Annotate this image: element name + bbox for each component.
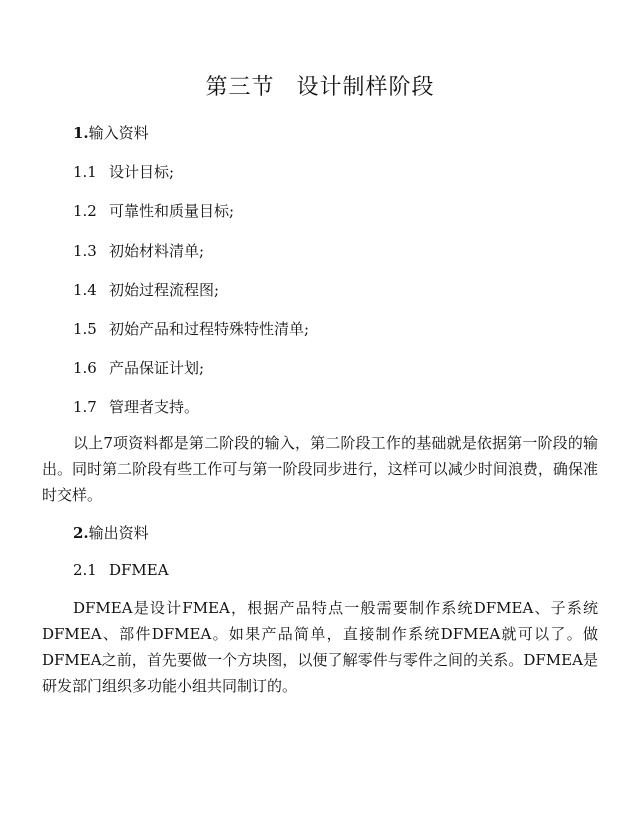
list-item: [73, 240, 204, 261]
section-1-paragraph: 以上7项资料都是第二阶段的输入，第二阶段工作的基础就是依据第一阶段的输出。同时第二阶段有些工作可与第一阶段同步进行，这样可以减少时间浪费，确保准时交样。: [42, 434, 598, 504]
section-2-title: 输出资料: [88, 524, 149, 542]
list-item-number: 1.1: [73, 163, 97, 181]
list-item-number: 1.4: [73, 281, 97, 299]
section-1-title: 输入资料: [88, 124, 149, 142]
list-item: [73, 161, 174, 182]
subsection-number: 2.1: [73, 561, 97, 579]
page-title: [0, 70, 640, 101]
section-2-heading: [73, 522, 149, 543]
list-item: [73, 279, 219, 300]
section-2-paragraph: DFMEA是设计FMEA，根据产品特点一般需要制作系统DFMEA、子系统DFMEA、部件DFMEA。如果产品简单，直接制作系统DFMEA就可以了。做DFMEA之前，首先要做一个方块图，以便了解零件与零件之间的关系。DFMEA是研发部门组织多功能小组共同制订的。: [42, 599, 598, 695]
list-item-number: 1.6: [73, 359, 97, 377]
list-item-number: 1.2: [73, 202, 97, 220]
section-2-number: 2.: [73, 524, 89, 542]
list-item: [73, 357, 204, 378]
section-number-title: 第三节: [205, 75, 275, 100]
list-item: [73, 200, 234, 221]
list-item: [73, 318, 309, 339]
list-item-number: 1.3: [73, 242, 97, 260]
list-item-text: 管理者支持。: [109, 398, 200, 416]
list-item-text: 初始材料清单;: [109, 242, 205, 260]
list-item-text: 产品保证计划;: [109, 359, 205, 377]
subsection-title: DFMEA: [109, 561, 169, 579]
list-item-text: 可靠性和质量目标;: [109, 202, 235, 220]
list-item: [73, 396, 199, 417]
section-1-number: 1.: [73, 124, 89, 142]
section-name-title: 设计制样阶段: [296, 75, 435, 100]
section-1-heading: [73, 122, 149, 143]
list-item-number: 1.5: [73, 320, 97, 338]
list-item-text: 初始产品和过程特殊特性清单;: [109, 320, 310, 338]
subsection-heading: [73, 561, 169, 579]
list-item-text: 设计目标;: [109, 163, 175, 181]
list-item-number: 1.7: [73, 398, 97, 416]
list-item-text: 初始过程流程图;: [109, 281, 220, 299]
